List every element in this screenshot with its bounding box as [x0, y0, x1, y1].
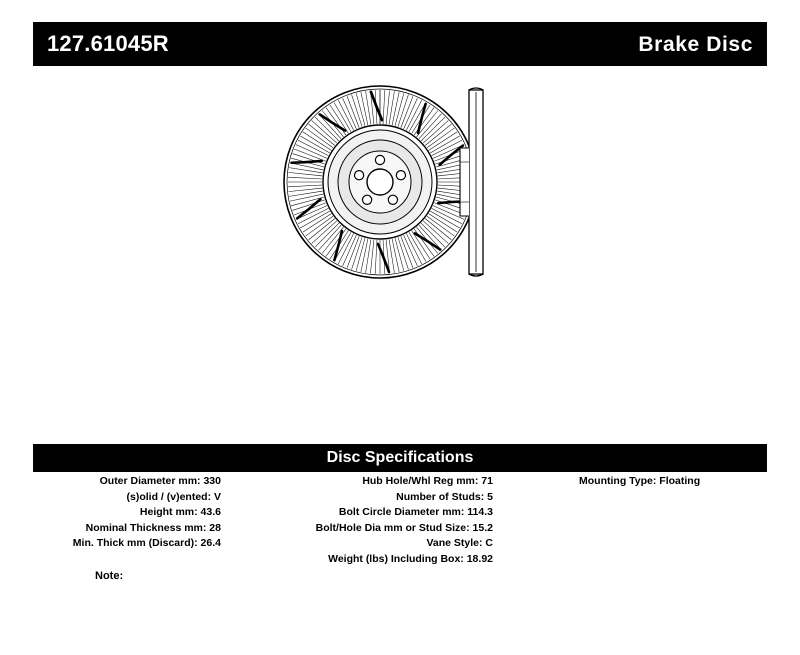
product-type-label: Brake Disc — [638, 32, 753, 56]
header-bar — [33, 22, 767, 66]
spec-row: Bolt/Hole Dia mm or Stud Size: 15.2 — [315, 521, 493, 534]
spec-row: Outer Diameter mm: 330 — [99, 475, 221, 487]
spec-column-middle — [233, 474, 493, 567]
spec-row: Height mm: 43.6 — [139, 506, 221, 518]
spec-column-left — [33, 474, 221, 552]
brake-rotor-illustration — [280, 82, 540, 282]
spec-column-right — [513, 474, 767, 490]
spec-columns — [33, 474, 767, 574]
spec-row: Hub Hole/Whl Reg mm: 71 — [362, 475, 493, 487]
part-number: 127.61045R — [47, 31, 169, 56]
spec-section-header — [33, 444, 767, 472]
spec-row: Number of Studs: 5 — [396, 490, 493, 503]
spec-row: Vane Style: C — [426, 537, 493, 549]
note-label: Note: — [95, 570, 124, 582]
spec-row: Mounting Type: Floating — [579, 475, 701, 487]
spec-section-title: Disc Specifications — [326, 449, 474, 466]
spec-row: Bolt Circle Diameter mm: 114.3 — [338, 506, 493, 518]
spec-row: Min. Thick mm (Discard): 26.4 — [72, 537, 221, 549]
spec-row: Weight (lbs) Including Box: 18.92 — [328, 552, 493, 565]
spec-row: (s)olid / (v)ented: V — [126, 490, 221, 503]
spec-row: Nominal Thickness mm: 28 — [85, 521, 221, 534]
